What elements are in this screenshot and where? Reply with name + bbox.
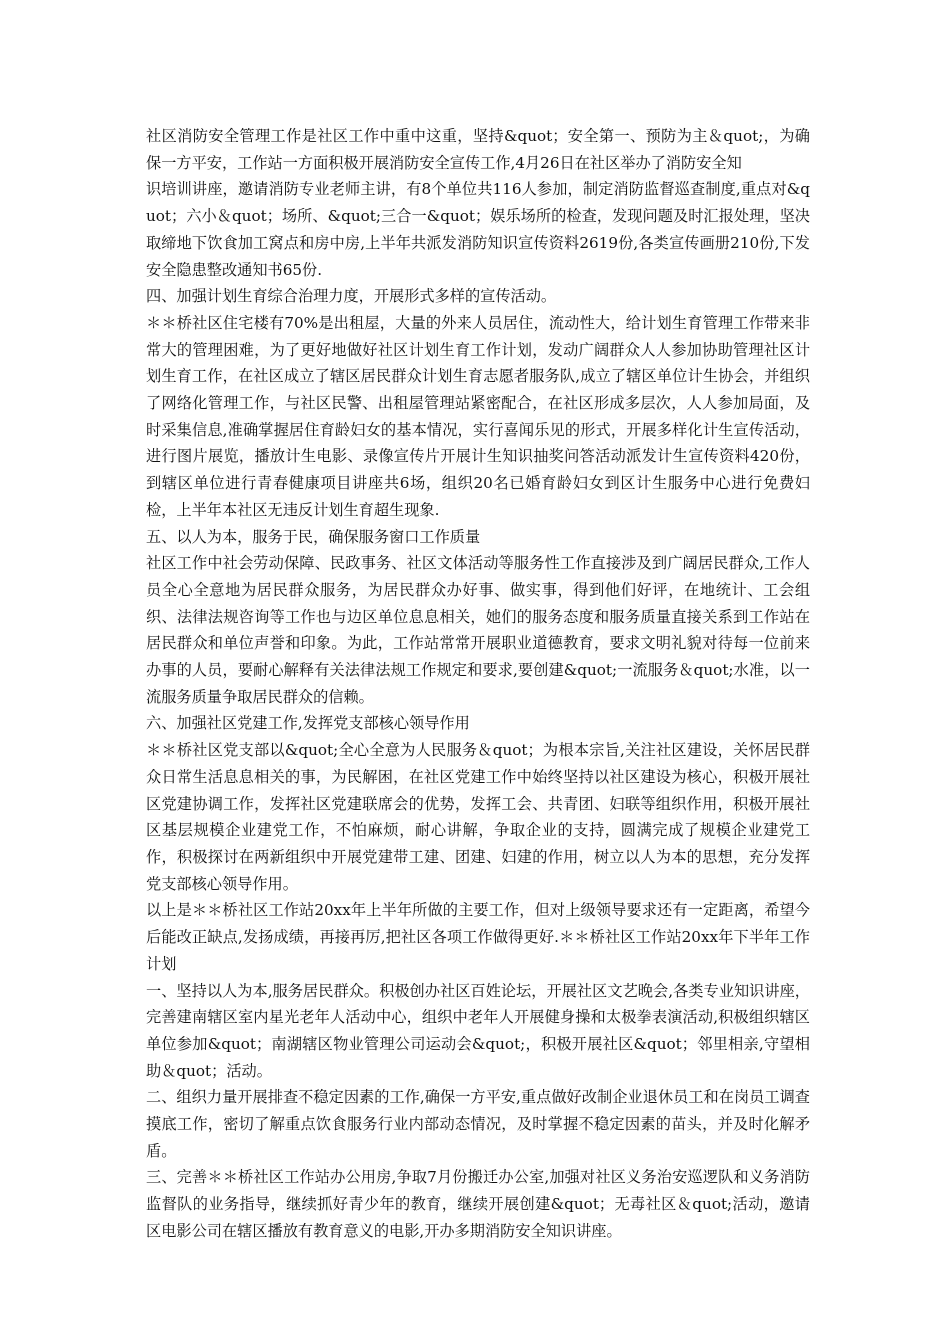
section-heading-party-building: 六、加强社区党建工作,发挥党支部核心领导作用: [146, 714, 470, 733]
paragraph-service-quality: 社区工作中社会劳动保障、民政事务、社区文体活动等服务性工作直接涉及到广阔居民群众,工作人员全心全意地为居民群众服务，为居民群众办好事、做实事，得到他们好评，在地统计、工会组织、法律法规咨询等工作也与边区单位息息相关，她们的服务态度和服务质量直接关系到工作站在居民群众和单位声誉和印象。为此，工作站常常开展职业道德教育，要求文明礼貌对待每一位前来办事的人员，要耐心解释有关法律法规工作规定和要求,要创建&quot;一流服务＆quot;水准，以一流服务质量争取居民群众的信赖。: [146, 554, 810, 706]
paragraph-fire-safety-intro: 社区消防安全管理工作是社区工作中重中这重，坚持&quot；安全第一、预防为主＆quot;，为确保一方平安，工作站一方面积极开展消防安全宣传工作,4月26日在社区举办了消防安全知: [146, 127, 810, 172]
section-heading-family-planning: 四、加强计划生育综合治理力度，开展形式多样的宣传活动。: [146, 287, 557, 306]
plan-item-1: 一、坚持以人为本,服务居民群众。积极创办社区百姓论坛，开展社区文艺晚会,各类专业知识讲座，完善建南辖区室内星光老年人活动中心，组织中老年人开展健身操和太极拳表演活动,积极组织辖区单位参加&quot；南湖辖区物业管理公司运动会&quot;，积极开展社区&quot；邻里相亲,守望相助＆quot；活动。: [146, 981, 810, 1080]
paragraph-summary-and-plan-title: 以上是＊＊桥社区工作站20xx年上半年所做的主要工作，但对上级领导要求还有一定距离，希望今后能改正缺点,发扬成绩，再接再厉,把社区各项工作做得更好.＊＊桥社区工作站20xx年下半年工作计划: [146, 901, 810, 973]
document-body: [146, 123, 810, 1245]
paragraph-party-building: ＊＊桥社区党支部以&quot;全心全意为人民服务＆quot；为根本宗旨,关注社区建设，关怀居民群众日常生活息息相关的事，为民解困，在社区党建工作中始终坚持以社区建设为核心，积极开展社区党建协调工作，发挥社区党建联席会的优势，发挥工会、共青团、妇联等组织作用，积极开展社区基层规模企业建党工作，不怕麻烦，耐心讲解，争取企业的支持，圆满完成了规模企业建党工作，积极探讨在两新组织中开展党建带工建、团建、妇建的作用，树立以人为本的思想，充分发挥党支部核心领导作用。: [146, 741, 810, 893]
plan-item-2: 二、组织力量开展排查不稳定因素的工作,确保一方平安,重点做好改制企业退休员工和在岗员工调查摸底工作，密切了解重点饮食服务行业内部动态情况，及时掌握不稳定因素的苗头，并及时化解矛盾。: [146, 1088, 810, 1160]
paragraph-fire-safety-training: 识培训讲座，邀请消防专业老师主讲，有8个单位共116人参加，制定消防监督巡查制度,重点对&quot；六小＆quot；场所、&quot;三合一&quot；娱乐场所的检查，发现问题及时汇报处理，坚决取缔地下饮食加工窝点和房中房,上半年共派发消防知识宣传资料2619份,各类宣传画册210份,下发安全隐患整改通知书65份.: [146, 180, 810, 279]
plan-item-3: 三、完善＊＊桥社区工作站办公用房,争取7月份搬迁办公室,加强对社区义务治安巡逻队和义务消防监督队的业务指导，继续抓好青少年的教育，继续开展创建&quot；无毒社区＆quot;活动，邀请区电影公司在辖区播放有教育意义的电影,开办多期消防安全知识讲座。: [146, 1168, 810, 1240]
section-heading-service-quality: 五、以人为本，服务于民，确保服务窗口工作质量: [146, 527, 481, 546]
paragraph-family-planning: ＊＊桥社区住宅楼有70%是出租屋，大量的外来人员居住，流动性大，给计划生育管理工作带来非常大的管理困难，为了更好地做好社区计划生育工作计划，发动广阔群众人人参加协助管理社区计划生育工作，在社区成立了辖区居民群众计划生育志愿者服务队,成立了辖区单位计生协会，并组织了网络化管理工作，与社区民警、出租屋管理站紧密配合，在社区形成多层次，人人参加局面，及时采集信息,准确掌握居住育龄妇女的基本情况，实行喜闻乐见的形式，开展多样化计生宣传活动，进行图片展览，播放计生电影、录像宣传片开展计生知识抽奖问答活动派发计生宣传资料420份，到辖区单位进行青春健康项目讲座共6场，组织20名已婚育龄妇女到区计生服务中心进行免费妇检，上半年本社区无违反计划生育超生现象.: [146, 313, 810, 519]
